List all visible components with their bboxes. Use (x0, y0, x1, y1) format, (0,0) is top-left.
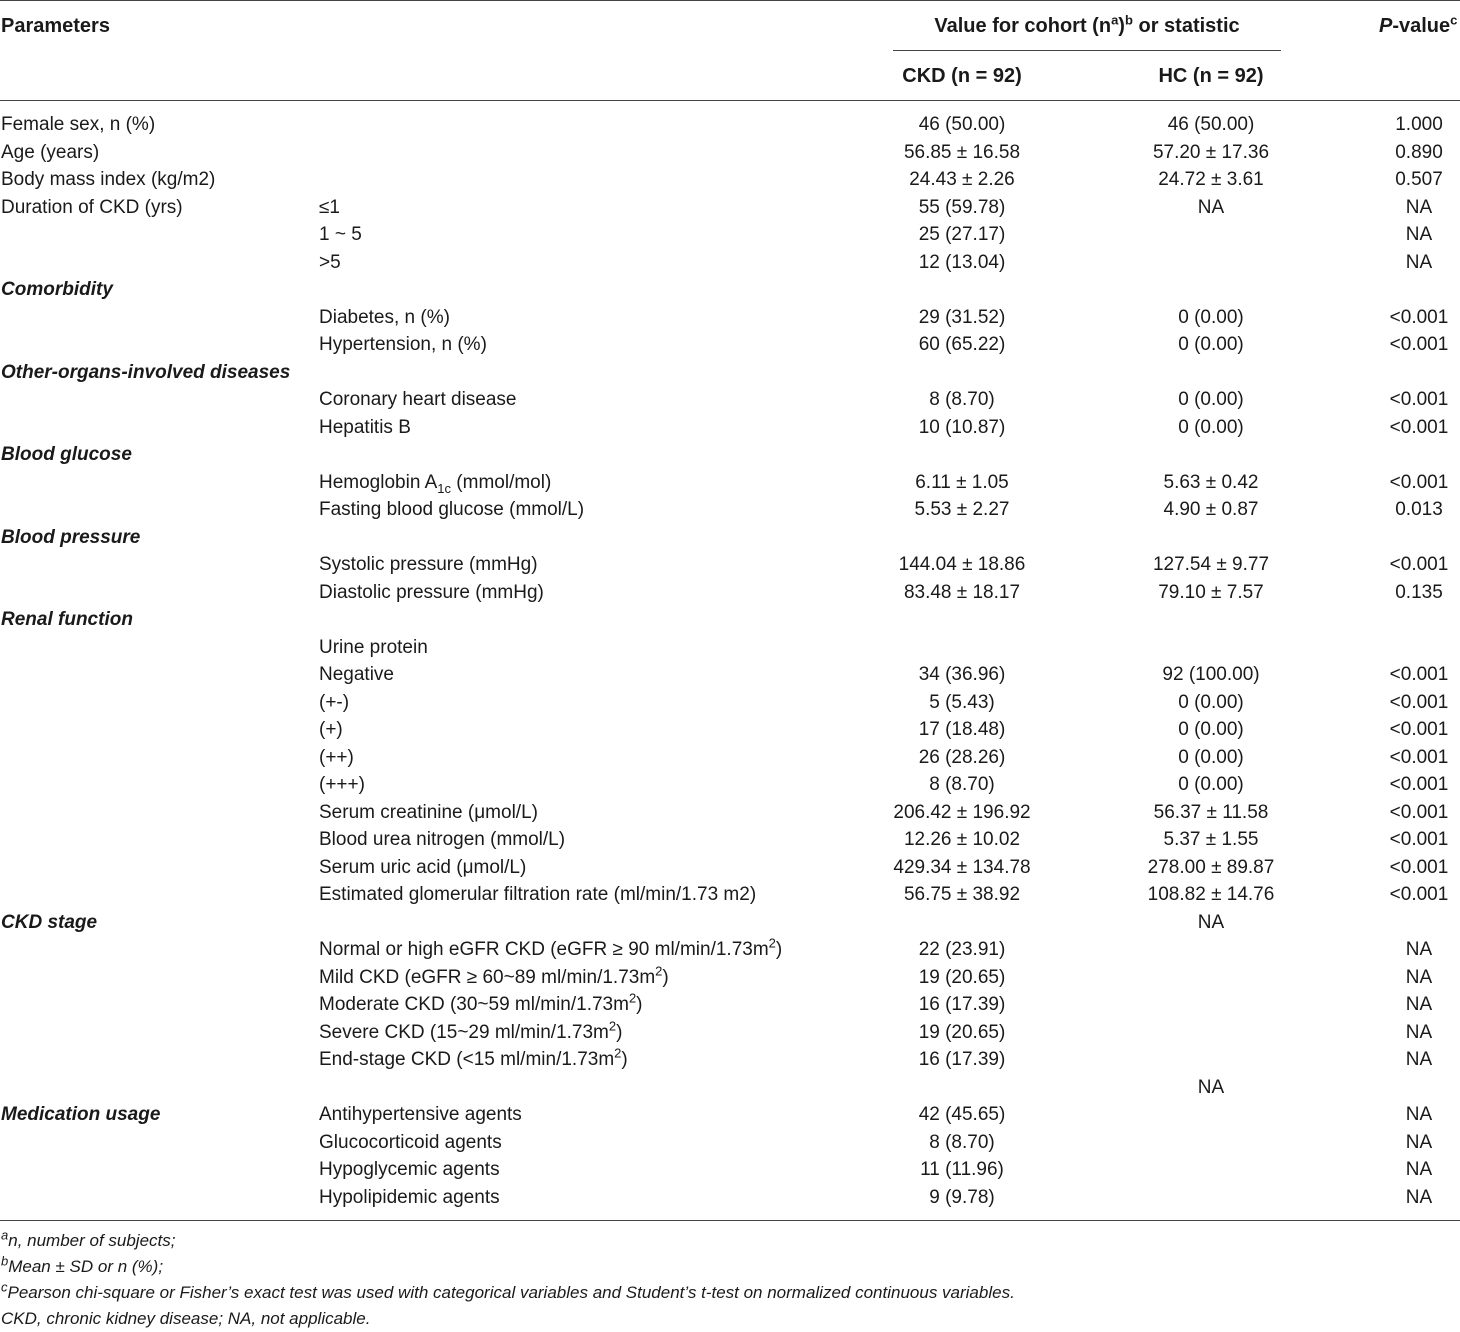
table-row (0, 799, 1460, 827)
table-row (0, 414, 1460, 442)
p-value: <0.001 (1389, 856, 1449, 878)
p-value: NA (1405, 1049, 1433, 1070)
sub-parameter-text: Serum uric acid (μmol/L) (319, 856, 527, 878)
ckd-value: 206.42 ± 196.92 (893, 801, 1031, 823)
table-row (0, 331, 1460, 359)
sub-parameter (319, 551, 538, 579)
ckd-value: 55 (59.78) (918, 196, 1006, 218)
table-row (0, 1074, 1460, 1102)
header-bottom-rule (0, 100, 1460, 101)
sub-parameter (319, 579, 544, 607)
p-value: NA (1405, 1021, 1433, 1043)
p-value: <0.001 (1389, 416, 1449, 438)
ckd-value: 6.11 ± 1.05 (915, 471, 1009, 493)
hc-value: 0 (0.00) (1178, 416, 1244, 438)
sub-parameter-text: Urine protein (319, 636, 428, 658)
hc-value: 56.37 ± 11.58 (1153, 801, 1269, 823)
header-col-hc: HC (n = 92) (1158, 65, 1264, 87)
sub-parameter (319, 1019, 622, 1047)
p-value: NA (1405, 1104, 1433, 1125)
p-value: NA (1405, 1186, 1433, 1208)
sub-parameter-suffix: ) (616, 1021, 623, 1043)
table-row (0, 579, 1460, 607)
ckd-value: 16 (17.39) (918, 994, 1006, 1015)
p-value: <0.001 (1389, 334, 1449, 355)
footnote-marker: c (1, 1279, 8, 1295)
superscript: 2 (608, 1018, 617, 1034)
sub-parameter (319, 881, 756, 909)
sub-parameter-suffix: ) (621, 1049, 628, 1070)
p-value: <0.001 (1389, 664, 1449, 685)
parameter-name: Age (years) (1, 141, 100, 163)
sub-parameter-text: Mild CKD (eGFR ≥ 60~89 ml/min/1.73m (319, 966, 656, 988)
sub-parameter-text: Severe CKD (15~29 ml/min/1.73m (319, 1021, 609, 1043)
hc-value: 0 (0.00) (1178, 691, 1244, 713)
top-rule (0, 0, 1460, 1)
sub-parameter (319, 716, 343, 744)
p-value: <0.001 (1389, 829, 1449, 850)
table-row (0, 936, 1460, 964)
parameter-name: Female sex, n (%) (1, 114, 156, 135)
parameter-name: Body mass index (kg/m2) (1, 169, 216, 190)
ckd-value: 34 (36.96) (918, 664, 1006, 685)
ckd-value: 10 (10.87) (918, 416, 1006, 438)
sub-parameter (319, 964, 669, 992)
table-row (0, 771, 1460, 799)
p-value: <0.001 (1389, 554, 1449, 575)
section-heading: Renal function (1, 609, 133, 630)
p-value: 0.507 (1395, 169, 1443, 190)
table-row (0, 1046, 1460, 1074)
p-value: NA (1405, 994, 1433, 1015)
hc-value: NA (1197, 1076, 1225, 1098)
hc-value: 0 (0.00) (1178, 746, 1244, 768)
p-value: <0.001 (1389, 884, 1449, 905)
sub-parameter-text: Hemoglobin A (319, 471, 438, 493)
header-group-sup-a: a (1111, 12, 1119, 28)
sub-parameter-suffix: ) (662, 966, 669, 988)
p-value: NA (1405, 251, 1433, 273)
hc-value: 127.54 ± 9.77 (1152, 554, 1270, 575)
footnote-text: CKD, chronic kidney disease; NA, not applicable. (1, 1309, 371, 1328)
p-value: NA (1405, 224, 1433, 245)
table-row (0, 661, 1460, 689)
header-pvalue-p: P (1379, 15, 1393, 37)
ckd-value: 16 (17.39) (918, 1049, 1006, 1070)
sub-parameter-text: Hypertension, n (%) (319, 334, 487, 355)
sub-parameter-text: (+-) (319, 691, 350, 713)
sub-parameter (319, 1156, 500, 1184)
ckd-value: 46 (50.00) (918, 114, 1006, 135)
sub-parameter-text: End-stage CKD (<15 ml/min/1.73m (319, 1049, 615, 1070)
table-row (0, 276, 1460, 304)
hc-value: 4.90 ± 0.87 (1163, 499, 1259, 520)
p-value: <0.001 (1389, 691, 1449, 713)
footnote-marker: b (1, 1253, 9, 1269)
table-row (0, 716, 1460, 744)
footnote (1, 1280, 1015, 1306)
sub-parameter (319, 386, 517, 414)
header-parameters: Parameters (1, 15, 110, 37)
header-group-sup-b: b (1124, 12, 1133, 28)
sub-parameter-text: Diabetes, n (%) (319, 306, 450, 328)
sub-parameter-text: Hypolipidemic agents (319, 1186, 500, 1208)
ckd-value: 11 (11.96) (920, 1159, 1004, 1180)
table-row (0, 139, 1460, 167)
sub-parameter-text: Systolic pressure (mmHg) (319, 554, 538, 575)
hc-value: 5.63 ± 0.42 (1163, 471, 1259, 493)
ckd-value: 25 (27.17) (918, 224, 1006, 245)
sub-parameter (319, 826, 565, 854)
ckd-value: 5 (5.43) (929, 691, 995, 713)
ckd-value: 12.26 ± 10.02 (903, 829, 1021, 850)
sub-parameter (319, 1101, 522, 1129)
table-row (0, 1101, 1460, 1129)
ckd-value: 22 (23.91) (918, 939, 1006, 960)
sub-parameter (319, 1046, 628, 1074)
sub-parameter (319, 936, 782, 964)
p-value: <0.001 (1389, 801, 1449, 823)
parameter-name: Duration of CKD (yrs) (1, 196, 183, 218)
sub-parameter (319, 771, 365, 799)
hc-value: 5.37 ± 1.55 (1163, 829, 1259, 850)
table-row (0, 524, 1460, 552)
hc-value: NA (1197, 196, 1225, 218)
ckd-value: 60 (65.22) (918, 334, 1006, 355)
p-value: NA (1405, 196, 1433, 218)
footnote-text: Mean ± SD or n (%); (8, 1257, 164, 1276)
hc-value: 0 (0.00) (1178, 334, 1244, 355)
sub-parameter (319, 1184, 500, 1212)
table-row (0, 826, 1460, 854)
p-value: NA (1405, 939, 1433, 960)
sub-parameter (319, 634, 428, 662)
table-bottom-rule (0, 1220, 1460, 1221)
section-heading: Blood glucose (1, 444, 132, 465)
superscript: 2 (614, 1045, 622, 1061)
hc-value: 46 (50.00) (1167, 114, 1255, 135)
sub-parameter-text: Normal or high eGFR CKD (eGFR ≥ 90 ml/min/1.73m (319, 939, 769, 960)
header-group-title-prefix: Value for cohort (n (934, 15, 1112, 37)
header-group-title-suffix: or statistic (1132, 15, 1240, 37)
sub-parameter (319, 469, 551, 497)
ckd-value: 9 (9.78) (929, 1186, 995, 1208)
sub-parameter (319, 689, 349, 717)
footnote-text: n, number of subjects; (8, 1231, 176, 1250)
sub-parameter-text: (+) (319, 719, 343, 740)
ckd-value: 83.48 ± 18.17 (903, 581, 1021, 603)
header-pvalue-sup: c (1450, 12, 1458, 28)
sub-parameter (319, 1129, 502, 1157)
table-row (0, 194, 1460, 222)
sub-parameter (319, 194, 340, 222)
section-heading: Medication usage (1, 1104, 161, 1125)
sub-parameter-text: Blood urea nitrogen (mmol/L) (319, 829, 566, 850)
footnote (1, 1254, 1015, 1280)
sub-parameter (319, 799, 538, 827)
ckd-value: 8 (8.70) (929, 774, 995, 795)
table-row (0, 854, 1460, 882)
ckd-value: 24.43 ± 2.26 (909, 169, 1015, 190)
ckd-value: 29 (31.52) (918, 306, 1006, 328)
sub-parameter (319, 991, 643, 1019)
sub-parameter-text: 1 ~ 5 (319, 224, 362, 245)
hc-value: 278.00 ± 89.87 (1147, 856, 1275, 878)
section-heading: Other-organs-involved diseases (1, 361, 291, 383)
table-row (0, 386, 1460, 414)
hc-value: NA (1197, 911, 1225, 933)
sub-parameter-text: (++) (319, 746, 354, 768)
sub-parameter-text: Hepatitis B (319, 416, 411, 438)
p-value: NA (1405, 1159, 1433, 1180)
header-group-title-mid: ) (1118, 15, 1125, 37)
ckd-value: 19 (20.65) (918, 1021, 1006, 1043)
sub-parameter (319, 661, 394, 689)
ckd-value: 429.34 ± 134.78 (893, 856, 1031, 878)
table-row (0, 111, 1460, 139)
ckd-value: 56.85 ± 16.58 (903, 141, 1021, 163)
table-row (0, 1156, 1460, 1184)
sub-parameter (319, 496, 584, 524)
table-row (0, 1129, 1460, 1157)
hc-value: 92 (100.00) (1162, 664, 1260, 685)
superscript: 2 (768, 935, 776, 951)
hc-value: 108.82 ± 14.76 (1147, 884, 1275, 905)
table-row (0, 551, 1460, 579)
ckd-value: 19 (20.65) (918, 966, 1006, 988)
table-row (0, 304, 1460, 332)
p-value: NA (1405, 1131, 1433, 1153)
table-row (0, 1184, 1460, 1212)
ckd-value: 42 (45.65) (918, 1104, 1006, 1125)
sub-parameter-suffix: (mmol/mol) (451, 471, 552, 493)
table-row (0, 689, 1460, 717)
subscript: 1c (437, 480, 452, 496)
footnote-text: Pearson chi-square or Fisher’s exact test was used with categorical variables and Student’s t-test on normalized continuous variables. (7, 1283, 1015, 1302)
section-heading: CKD stage (1, 911, 98, 933)
header-pvalue-rest: -value (1392, 15, 1451, 37)
hc-value: 0 (0.00) (1178, 389, 1244, 410)
hc-value: 0 (0.00) (1178, 774, 1244, 795)
sub-parameter-text: Negative (319, 664, 394, 685)
sub-parameter (319, 249, 341, 277)
p-value: 1.000 (1395, 114, 1443, 135)
sub-parameter-text: Coronary heart disease (319, 389, 517, 410)
sub-parameter-text: Hypoglycemic agents (319, 1159, 500, 1180)
footnote-marker: a (1, 1227, 9, 1243)
group-rule (893, 50, 1281, 51)
hc-value: 79.10 ± 7.57 (1158, 581, 1264, 603)
hc-value: 24.72 ± 3.61 (1158, 169, 1264, 190)
sub-parameter-suffix: ) (775, 939, 783, 960)
ckd-value: 26 (28.26) (918, 746, 1006, 768)
section-heading: Blood pressure (1, 526, 141, 548)
sub-parameter-text: Diastolic pressure (mmHg) (319, 581, 544, 603)
sub-parameter (319, 331, 487, 359)
sub-parameter-text: (+++) (319, 774, 365, 795)
header-col-ckd: CKD (n = 92) (902, 65, 1022, 87)
sub-parameter (319, 744, 354, 772)
header-pvalue (1379, 14, 1457, 38)
table-row (0, 881, 1460, 909)
p-value: 0.890 (1395, 141, 1443, 163)
sub-parameter-text: >5 (319, 251, 341, 273)
table-row (0, 441, 1460, 469)
table-row (0, 1019, 1460, 1047)
sub-parameter-text: Glucocorticoid agents (319, 1131, 502, 1153)
table-row (0, 606, 1460, 634)
section-heading: Comorbidity (1, 279, 113, 300)
hc-value: 57.20 ± 17.36 (1152, 141, 1270, 163)
sub-parameter-text: Serum creatinine (μmol/L) (319, 801, 538, 823)
p-value: <0.001 (1389, 719, 1449, 740)
sub-parameter-suffix: ) (636, 994, 643, 1015)
sub-parameter-text: Estimated glomerular filtration rate (ml/min/1.73 m2) (319, 884, 757, 905)
footnote (1, 1228, 1015, 1254)
sub-parameter (319, 221, 362, 249)
sub-parameter-text: Fasting blood glucose (mmol/L) (319, 499, 585, 520)
sub-parameter (319, 854, 526, 882)
ckd-value: 8 (8.70) (929, 1131, 995, 1153)
ckd-value: 17 (18.48) (918, 719, 1006, 740)
header-group-title (887, 14, 1287, 38)
superscript: 2 (628, 990, 637, 1006)
footnote (1, 1306, 1015, 1332)
ckd-value: 144.04 ± 18.86 (898, 554, 1026, 575)
ckd-value: 5.53 ± 2.27 (914, 499, 1010, 520)
table-row (0, 221, 1460, 249)
sub-parameter (319, 414, 411, 442)
table-row (0, 909, 1460, 937)
footnotes (1, 1228, 1015, 1332)
hc-value: 0 (0.00) (1178, 306, 1244, 328)
p-value: <0.001 (1389, 471, 1449, 493)
p-value: 0.135 (1395, 581, 1443, 603)
sub-parameter (319, 304, 450, 332)
sub-parameter-text: Antihypertensive agents (319, 1104, 522, 1125)
table-row (0, 991, 1460, 1019)
sub-parameter-text: ≤1 (319, 196, 340, 218)
table-row (0, 359, 1460, 387)
table-row (0, 744, 1460, 772)
table-row (0, 496, 1460, 524)
hc-value: 0 (0.00) (1178, 719, 1244, 740)
table-row (0, 634, 1460, 662)
ckd-value: 56.75 ± 38.92 (903, 884, 1021, 905)
table-body (0, 111, 1460, 1211)
table-row (0, 964, 1460, 992)
superscript: 2 (655, 963, 663, 979)
table-row (0, 469, 1460, 497)
p-value: NA (1405, 966, 1433, 988)
table-row (0, 166, 1460, 194)
table-row (0, 249, 1460, 277)
ckd-value: 8 (8.70) (929, 389, 995, 410)
p-value: <0.001 (1389, 774, 1449, 795)
p-value: <0.001 (1389, 306, 1449, 328)
sub-parameter-text: Moderate CKD (30~59 ml/min/1.73m (319, 994, 629, 1015)
p-value: 0.013 (1395, 499, 1443, 520)
p-value: <0.001 (1389, 746, 1449, 768)
p-value: <0.001 (1389, 389, 1449, 410)
ckd-value: 12 (13.04) (918, 251, 1006, 273)
